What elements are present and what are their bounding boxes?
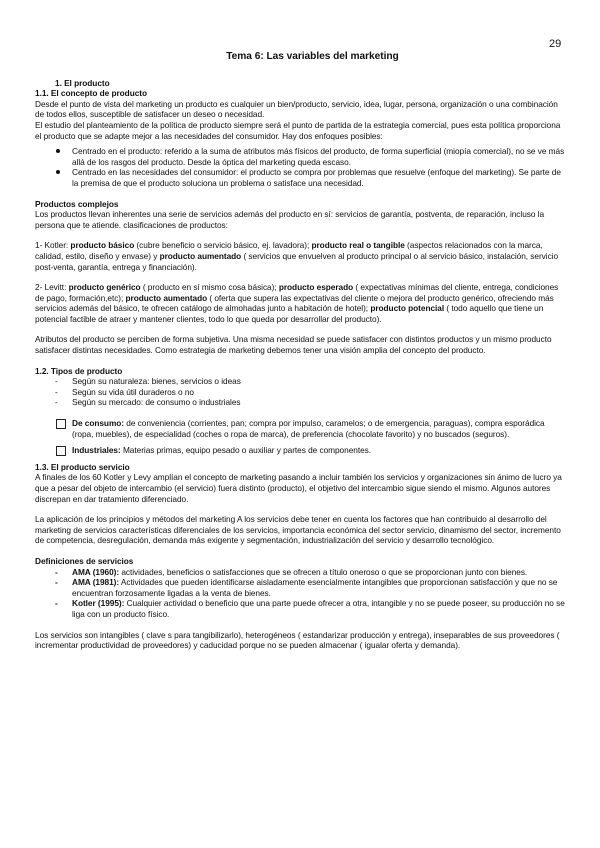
subsection-heading-tipos: 1.2. Tipos de producto: [35, 365, 123, 376]
list-item: - Según su naturaleza: bienes, servicios o ideas: [35, 376, 565, 387]
paragraph-definicion: Desde el punto de vista del marketing un producto es cualquier un bien/producto, servicio, idea, lugar, persona, organización o una combinación de todos ellos, susceptible de satisfacer un deseo o necesidad.: [35, 98, 558, 120]
document-title: Tema 6: Las variables del marketing: [226, 51, 399, 62]
checkbox-item-industriales: Industriales: Materias primas, equipo pesado o auxiliar y partes de componentes.: [35, 445, 565, 456]
checkbox-icon: [56, 446, 66, 456]
checkbox-item-consumo: De consumo: de conveniencia (corrientes, pan; compra por impulso, caramelos; o de emergencia, paraguas), compra esporádica (ropa, muebles), de especialidad (coches o ropa de marca), de preferencia (chocolate favorito) y no buscados (seguros).: [35, 418, 565, 439]
subsection-heading-concepto: 1.1. El concepto de producto: [35, 88, 148, 99]
list-item: - AMA (1960): actividades, beneficios o satisfacciones que se ofrecen a título oneroso o que se proporcionan junto con bienes.: [35, 567, 565, 578]
paragraph-atributos: Atributos del producto se perciben de forma subjetiva. Una misma necesidad se puede satisfacer con distintos productos y un mismo producto satisfacer distintas necesidades. Como estrategia de marketing debemos tener una visión amplia del concepto del producto.: [35, 334, 552, 356]
heading-definiciones: Definiciones de servicios: [35, 555, 134, 566]
section-heading-producto: 1. El producto: [55, 77, 110, 88]
enfoques-list: [35, 146, 565, 188]
definiciones-list: [35, 567, 565, 620]
tipos-checkbox-list: [35, 418, 565, 456]
paragraph-planteamiento: El estudio del planteamiento de la política de producto siempre será el punto de partida de la estrategia comercial, pues esta política proporciona el producto que se adapte mejor a las necesidades del consumidor. Hay dos enfoques posibles:: [35, 119, 561, 141]
subsection-heading-servicio: 1.3. El producto servicio: [35, 461, 130, 472]
paragraph-levitt: 2- Levitt: producto genérico ( producto en sí mismo cosa básica); producto esperado ( expectativas mínimas del cliente, entrega, condiciones de pago, formación,etc); producto aumentado ( oferta que supera las expectativas del cliente o mejora del producto genérico, ofreciendo más servicios además del básico, te ofrecen catálogo de almohadas junto a habitación de hotel); producto potencial ( todo aquello que tiene un potencial factible de atraer y mantener clientes, todo lo que queda por desarrollar del producto).: [35, 282, 559, 324]
list-item: - Según su vida útil duraderos o no: [35, 387, 565, 398]
paragraph-servicio-principios: La aplicación de los principios y métodos del marketing A los servicios debe tener en cuenta los factores que han contribuido al desarrollo del marketing de servicios características diferenciales de los servicios, importancia económica del sector servicio, dinamismo del sector, incremento de competencia, desregulación, demanda más exigente y segmentación, industrialización del servicio y desarrollo tecnológico.: [35, 514, 561, 546]
paragraph-servicios-caracteristicas: Los servicios son intangibles ( clave s para tangibilizarlo), heterogéneos ( estandarizar producción y entrega), inseparables de sus proveedores ( incrementar productividad de proveedores) y caducidad porque no se pueden almacenar ( igualar oferta y demanda).: [35, 629, 560, 651]
list-item: - AMA (1981): Actividades que pueden identificarse aisladamente esencialmente intangibles que proporcionan satisfacción y que no se encuentran forzosamente ligadas a la venta de bienes.: [35, 577, 565, 598]
list-item: - Kotler (1995): Cualquier actividad o beneficio que una parte puede ofrecer a otra, intangible y no se puede poseer, su producción no se liga con un producto físico.: [35, 598, 565, 619]
paragraph-kotler: 1- Kotler: producto básico (cubre beneficio o servicio básico, ej. lavadora); producto real o tangible (aspectos relacionados con la marca, calidad, estilo, diseño y envase) y producto aumentado ( servicios que envuelven al producto principal o al servicio básico, instalación, servicio post-venta, garantía, entrega y financiación).: [35, 240, 559, 272]
paragraph-servicio-intro: A finales de los 60 Kotler y Levy amplían el concepto de marketing pasando a incluir también los servicios y organizaciones sin ánimo de lucro ya que a pesar del objeto de intercambio (el servicio) fuera distinto (producto), el objetivo del intercambio sigue siendo el mismo. Algunos autores discrepan en dar tratamiento diferenciado.: [35, 472, 562, 504]
page-number: 29: [549, 38, 562, 50]
list-item: - Según su mercado: de consumo o industriales: [35, 397, 565, 408]
page-content: [35, 52, 565, 651]
list-item: Centrado en las necesidades del consumidor: el producto se compra por problemas que resuelve (enfoque del marketing). Se parte de la premisa de que el producto soluciona un problema o satisface una necesidad.: [35, 167, 565, 188]
tipos-list: [35, 376, 565, 408]
list-item: Centrado en el producto: referido a la suma de atributos más físicos del producto, de forma superficial (miopía comercial), no se ve más allá de los rasgos del producto. Desde la óptica del marketing queda escaso.: [35, 146, 565, 167]
paragraph-complejos-intro: Los productos llevan inherentes una serie de servicios además del producto en sí: servicios de garantía, postventa, de reparación, incluso la persona que te atiende. clasificaciones de productos:: [35, 209, 545, 230]
heading-productos-complejos: Productos complejos: [35, 198, 119, 209]
checkbox-icon: [56, 419, 66, 429]
